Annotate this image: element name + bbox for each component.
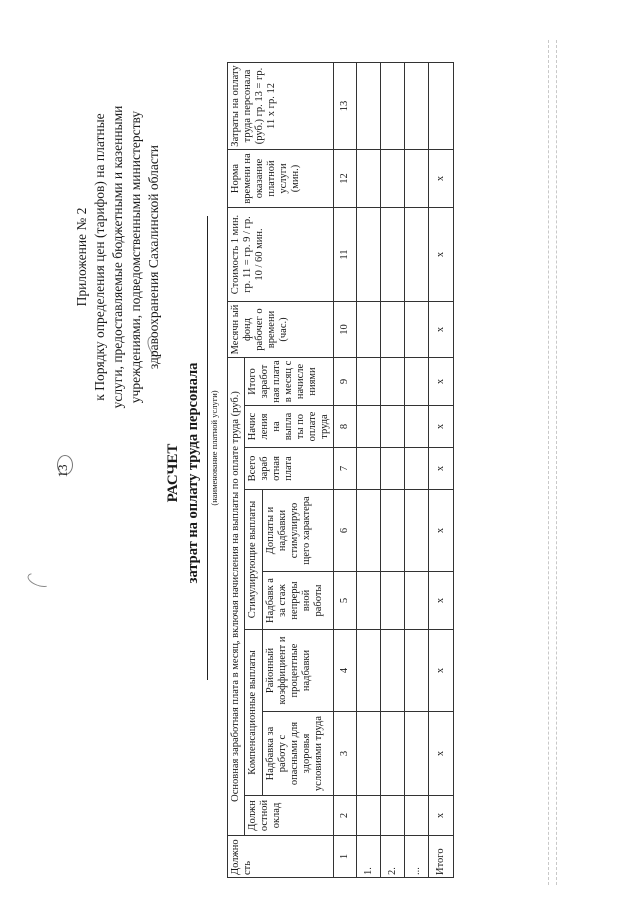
header-time-norm: Норма времени на оказание платной услуги (мин.) [228,150,334,208]
table-row [405,63,429,878]
column-number: 1 [334,836,357,878]
labor-cost-table [227,62,454,878]
service-name-line [207,216,208,680]
column-number: 10 [334,302,357,358]
service-name-field [207,216,219,680]
row-label: 1. [357,836,381,878]
total-mark: х [429,208,454,302]
header-total-earned: Всего зараб отная плата [245,448,334,490]
appendix-line: здравоохранения Сахалинской области [146,144,161,370]
header-total-monthly: Итого заработ ная плата в месяц с начисле ниями [245,358,334,406]
column-number: 4 [334,630,357,712]
total-row [429,63,454,878]
row-label: ... [405,836,429,878]
total-mark: х [429,302,454,358]
appendix-line: услуги, предоставляемые бюджетными и казенными [110,105,125,409]
header-monthly-fund: Месячн ый фонд рабочег о времени (час.) [228,302,334,358]
appendix-line: учреждениями, подведомственными министерству [128,110,143,404]
header-seniority-allowance: Надбавк а за стаж непреры вной работы [263,572,334,630]
rotated-page [5,54,605,892]
column-number: 13 [334,63,357,150]
header-incentive-other: Доплаты и надбавки стимулирую щего характера [263,490,334,572]
header-official-salary: Должн остной оклад [245,796,334,836]
total-mark: х [429,796,454,836]
column-number: 7 [334,448,357,490]
header-labor-cost: Затраты на оплату труда персонала (руб.) гр. 13 = гр. 11 х гр. 12 [228,63,334,150]
document-title: РАСЧЕТ [165,443,181,503]
table-row [381,63,405,878]
total-mark: х [429,150,454,208]
header-cost-per-minute: Стоимость 1 мин. гр. 11 = гр. 9 / гр. 10 / 60 мин. [228,208,334,302]
page-number: 13 [55,464,70,478]
column-number: 2 [334,796,357,836]
header-salary-group: Основная заработная плата в месяц, включая начисления на выплаты по оплате труда (руб.) [228,358,245,836]
total-value-cell [429,63,454,150]
total-mark: х [429,630,454,712]
header-hazard-allowance: Надбавка за работу с опасными для здоровья условиями труда [263,712,334,796]
appendix-line: к Порядку определения цен (тарифов) на платные [92,113,107,401]
appendix-line: Приложение № 2 [74,207,89,307]
column-number: 9 [334,358,357,406]
total-mark: х [429,572,454,630]
column-number: 11 [334,208,357,302]
header-accruals: Начис ления на выпла ты по оплате труда [245,406,334,448]
column-number: 12 [334,150,357,208]
appendix-header [73,62,163,452]
row-label: 2. [381,836,405,878]
total-mark: х [429,406,454,448]
total-mark: х [429,448,454,490]
column-number: 5 [334,572,357,630]
header-regional-coefficient: Районный коэффициент и процентные надбавки [263,630,334,712]
table-row [357,63,381,878]
column-number: 6 [334,490,357,572]
header-position: Должно сть [228,836,334,878]
document-subtitle: затрат на оплату труда персонала [185,362,201,584]
header-compensation: Компенсационные выплаты [245,630,263,796]
table-header-row [228,63,245,878]
total-mark: х [429,712,454,796]
service-name-caption: (наименование платной услуги) [209,390,219,506]
column-number: 8 [334,406,357,448]
total-mark: х [429,490,454,572]
total-label: Итого [429,836,454,878]
column-number-row [334,63,357,878]
total-mark: х [429,358,454,406]
header-incentive: Стимулирующие выплаты [245,490,263,630]
column-number: 3 [334,712,357,796]
